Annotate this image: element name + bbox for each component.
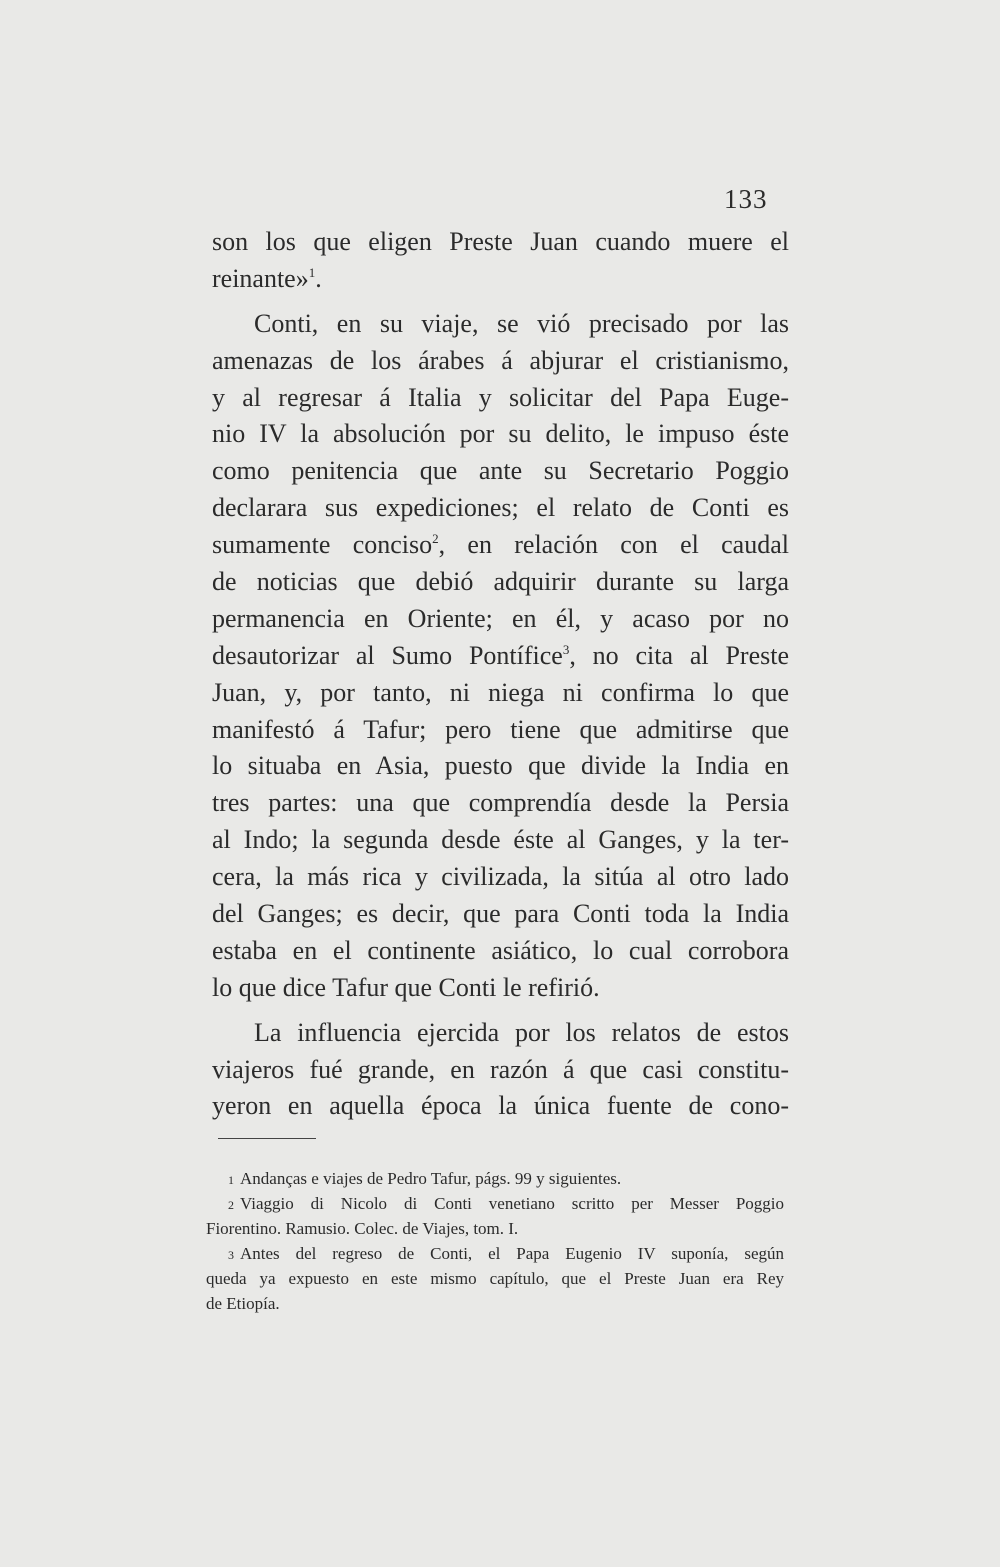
- text-line: [212, 453, 789, 490]
- text-line: [212, 638, 789, 675]
- line-text: reinante»: [212, 263, 309, 293]
- line-text: Juan, y, por tanto, ni niega ni confirma lo que: [212, 677, 789, 707]
- footnote: [206, 1166, 784, 1191]
- text-line: [212, 1015, 789, 1052]
- text-line: [212, 712, 789, 749]
- line-text: yeron en aquella época la única fuente de cono-: [212, 1091, 789, 1121]
- text-line: [212, 306, 789, 343]
- text-line: [212, 748, 789, 785]
- line-text: manifestó á Tafur; pero tiene que admitirse que: [212, 714, 789, 744]
- footnote: [206, 1191, 784, 1241]
- text-line: [212, 896, 789, 933]
- line-text: sumamente conciso: [212, 530, 433, 560]
- paragraph: [212, 224, 789, 298]
- footnote-line: [206, 1266, 784, 1291]
- footnote-number: 1: [228, 1173, 234, 1187]
- body-text: [212, 224, 789, 1125]
- line-text: del Ganges; es decir, que para Conti toda la India: [212, 899, 789, 929]
- line-text: y al regresar á Italia y solicitar del Papa Euge-: [212, 382, 789, 412]
- line-text: lo situaba en Asia, puesto que divide la India en: [212, 751, 789, 781]
- text-line: [212, 933, 789, 970]
- line-text: Conti, en su viaje, se vió precisado por las: [254, 308, 789, 338]
- footnote-text: Viaggio di Nicolo di Conti venetiano scritto per Messer Poggio: [240, 1194, 784, 1213]
- text-line: [212, 1088, 789, 1125]
- text-line: [212, 601, 789, 638]
- footnote-line: [206, 1291, 784, 1316]
- line-text: lo que dice Tafur que Conti le refirió.: [212, 972, 600, 1002]
- line-text: nio IV la absolución por su delito, le impuso éste: [212, 419, 789, 449]
- text-line: [212, 859, 789, 896]
- text-line: [212, 527, 789, 564]
- footnote-number: 3: [228, 1248, 234, 1262]
- footnote-reference[interactable]: 1: [308, 264, 316, 280]
- text-line: [212, 564, 789, 601]
- line-text: tres partes: una que comprendía desde la Persia: [212, 788, 789, 818]
- text-line: [212, 785, 789, 822]
- line-text: declarara sus expediciones; el relato de Conti es: [212, 493, 789, 523]
- line-text-continued: .: [315, 263, 322, 293]
- paragraph-gap: [212, 298, 789, 306]
- line-text: cera, la más rica y civilizada, la sitúa al otro lado: [212, 862, 789, 892]
- line-text: como penitencia que ante su Secretario Poggio: [212, 456, 789, 486]
- paragraph-gap: [212, 1007, 789, 1015]
- footnote-line: [206, 1216, 784, 1241]
- text-line: [212, 970, 789, 1007]
- line-text: al Indo; la segunda desde éste al Ganges, y la ter-: [212, 825, 789, 855]
- footnote-text: queda ya expuesto en este mismo capítulo, que el Preste Juan era Rey: [206, 1269, 784, 1288]
- footnote-text: de Etiopía.: [206, 1294, 280, 1313]
- text-line: [212, 490, 789, 527]
- text-line: [212, 224, 789, 261]
- footnote: [206, 1241, 784, 1316]
- paragraph: [212, 306, 789, 1007]
- line-text-continued: , no cita al Preste: [569, 640, 789, 670]
- text-line: [212, 261, 789, 298]
- footnote-text: Antes del regreso de Conti, el Papa Eugenio IV suponía, según: [240, 1244, 784, 1263]
- footnote-line: [206, 1241, 784, 1266]
- page-number: 133: [724, 184, 768, 214]
- paragraph: [212, 1015, 789, 1126]
- line-text: de noticias que debió adquirir durante su larga: [212, 567, 789, 597]
- text-line: [212, 380, 789, 417]
- footnote-separator: [218, 1138, 316, 1139]
- footnote-number: 2: [228, 1198, 234, 1212]
- text-line: [212, 1052, 789, 1089]
- footnotes: [206, 1166, 784, 1316]
- footnote-reference[interactable]: 2: [432, 531, 439, 547]
- line-text: son los que eligen Preste Juan cuando muere el: [212, 227, 789, 256]
- line-text: desautorizar al Sumo Pontífice: [212, 640, 563, 670]
- line-text: La influencia ejercida por los relatos de estos: [254, 1017, 789, 1047]
- line-text: amenazas de los árabes á abjurar el cristianismo,: [212, 345, 789, 375]
- text-line: [212, 416, 789, 453]
- footnote-text: Fiorentino. Ramusio. Colec. de Viajes, tom. I.: [206, 1219, 519, 1238]
- text-line: [212, 343, 789, 380]
- line-text-continued: , en relación con el caudal: [438, 530, 789, 560]
- footnote-text: Andanças e viajes de Pedro Tafur, págs. 99 y siguientes.: [240, 1169, 622, 1188]
- footnote-reference[interactable]: 3: [562, 641, 570, 657]
- text-line: [212, 822, 789, 859]
- footnote-line: [206, 1166, 784, 1191]
- line-text: permanencia en Oriente; en él, y acaso por no: [212, 603, 789, 633]
- footnote-line: [206, 1191, 784, 1216]
- text-line: [212, 675, 789, 712]
- line-text: viajeros fué grande, en razón á que casi constitu-: [212, 1054, 789, 1084]
- line-text: estaba en el continente asiático, lo cual corrobora: [212, 935, 789, 965]
